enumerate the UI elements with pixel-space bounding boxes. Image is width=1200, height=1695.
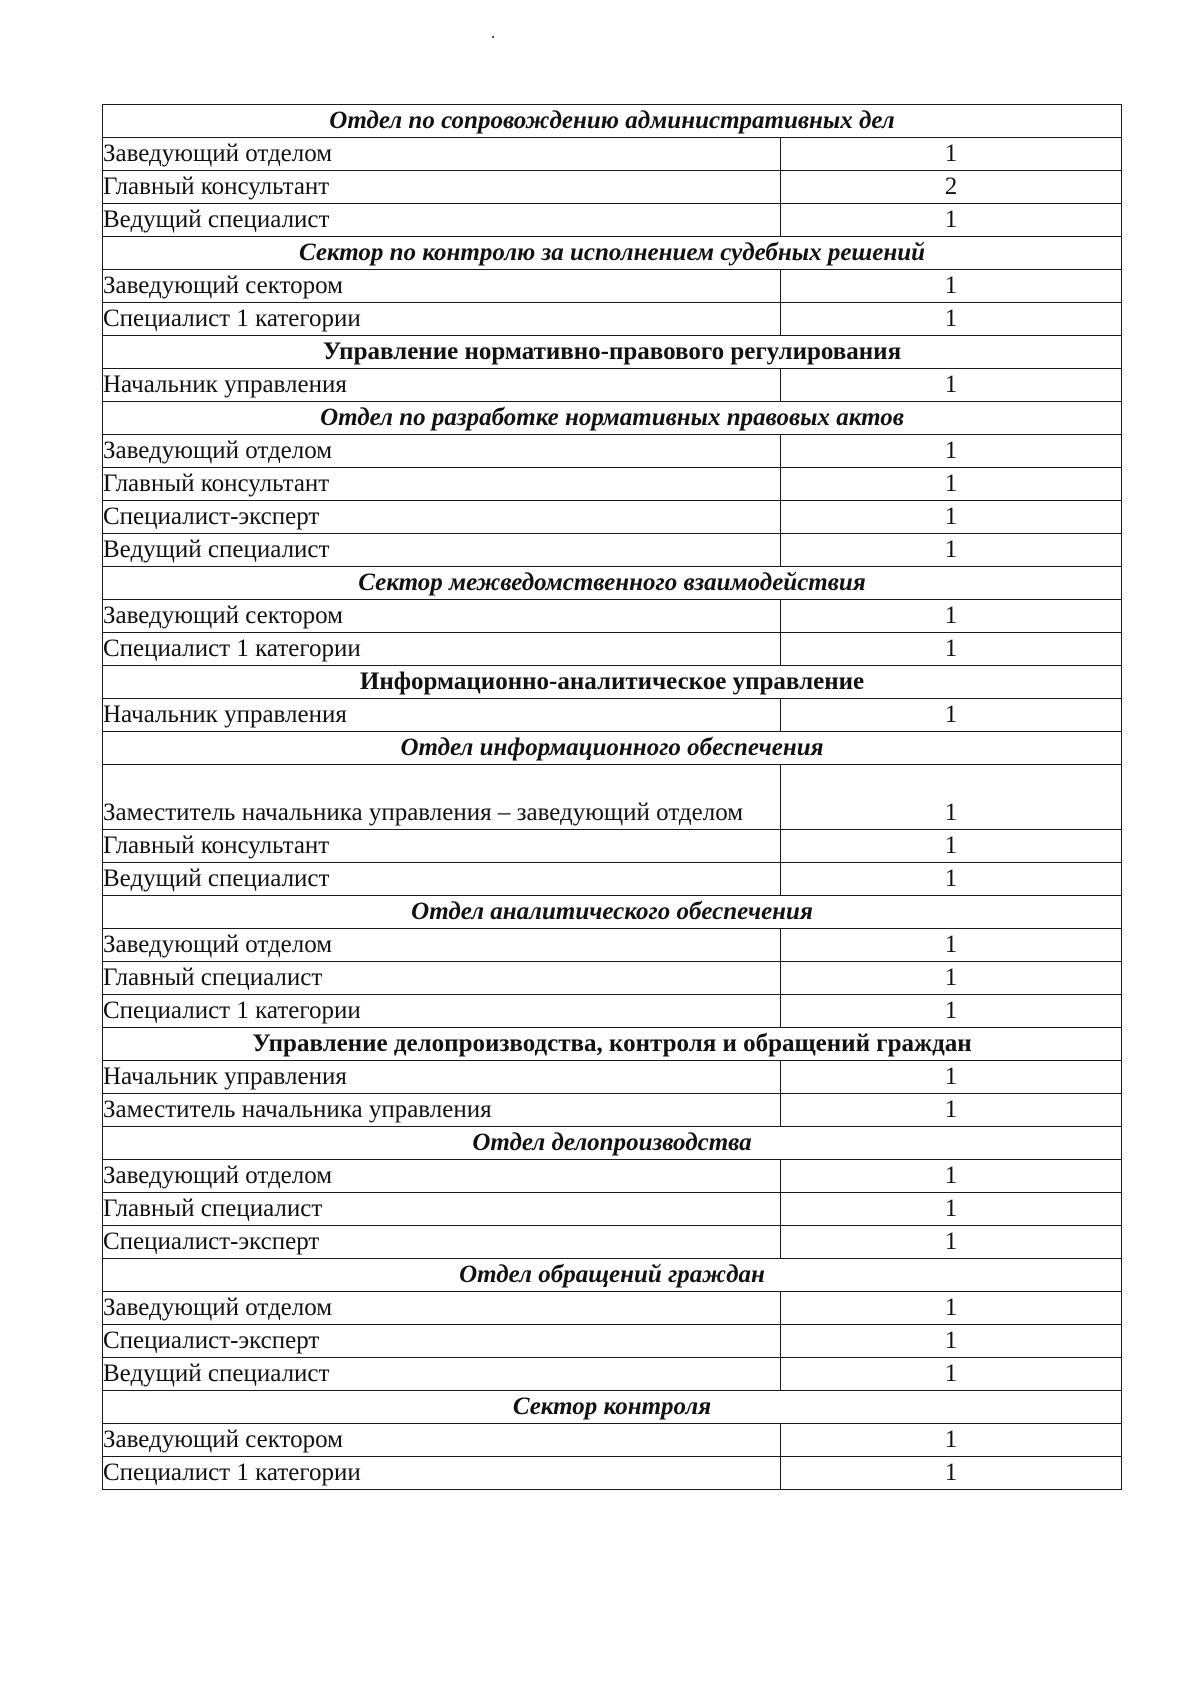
table-row [103, 204, 1122, 237]
table-row [103, 1325, 1122, 1358]
count-cell: 1 [781, 830, 1122, 863]
section-title: Сектор межведомственного взаимодействия [103, 567, 1122, 600]
position-cell: Заведующий отделом [103, 138, 781, 171]
table-row [103, 600, 1122, 633]
position-cell: Специалист 1 категории [103, 995, 781, 1028]
position-cell: Заместитель начальника управления – заведующий отделом [103, 765, 781, 830]
position-cell: Заведующий отделом [103, 1292, 781, 1325]
table-row [103, 633, 1122, 666]
count-cell: 1 [781, 699, 1122, 732]
section-title: Отдел информационного обеспечения [103, 732, 1122, 765]
count-cell: 1 [781, 1160, 1122, 1193]
position-cell: Ведущий специалист [103, 863, 781, 896]
count-cell: 1 [781, 1193, 1122, 1226]
position-cell: Начальник управления [103, 699, 781, 732]
count-cell: 1 [781, 501, 1122, 534]
section-header-row [103, 237, 1122, 270]
position-cell: Специалист-эксперт [103, 1325, 781, 1358]
position-cell: Главный консультант [103, 830, 781, 863]
position-cell: Главный консультант [103, 468, 781, 501]
section-header-row [103, 1259, 1122, 1292]
section-title: Отдел обращений граждан [103, 1259, 1122, 1292]
table-row [103, 863, 1122, 896]
position-cell: Заведующий сектором [103, 1424, 781, 1457]
section-title: Сектор контроля [103, 1391, 1122, 1424]
count-cell: 1 [781, 1325, 1122, 1358]
position-cell: Специалист-эксперт [103, 501, 781, 534]
section-header-row [103, 402, 1122, 435]
section-title: Управление делопроизводства, контроля и обращений граждан [103, 1028, 1122, 1061]
count-cell: 1 [781, 995, 1122, 1028]
position-cell: Заведующий сектором [103, 270, 781, 303]
position-cell: Заведующий отделом [103, 1160, 781, 1193]
count-cell: 1 [781, 929, 1122, 962]
count-cell: 1 [781, 1061, 1122, 1094]
table-row [103, 534, 1122, 567]
section-title: Отдел по сопровождению административных дел [103, 105, 1122, 138]
position-cell: Специалист-эксперт [103, 1226, 781, 1259]
position-cell: Специалист 1 категории [103, 1457, 781, 1490]
position-cell: Заведующий сектором [103, 600, 781, 633]
section-title: Сектор по контролю за исполнением судебных решений [103, 237, 1122, 270]
table-row [103, 929, 1122, 962]
table-row [103, 962, 1122, 995]
count-cell: 1 [781, 303, 1122, 336]
table-row [103, 1457, 1122, 1490]
section-header-row [103, 896, 1122, 929]
count-cell: 1 [781, 962, 1122, 995]
table-row [103, 1094, 1122, 1127]
count-cell: 1 [781, 270, 1122, 303]
section-header-row [103, 567, 1122, 600]
count-cell: 1 [781, 633, 1122, 666]
count-cell: 2 [781, 171, 1122, 204]
position-cell: Заместитель начальника управления [103, 1094, 781, 1127]
count-cell: 1 [781, 1358, 1122, 1391]
table-row [103, 171, 1122, 204]
count-cell: 1 [781, 534, 1122, 567]
section-header-row [103, 666, 1122, 699]
count-cell: 1 [781, 1292, 1122, 1325]
position-cell: Ведущий специалист [103, 204, 781, 237]
position-cell: Специалист 1 категории [103, 303, 781, 336]
table-row [103, 1358, 1122, 1391]
section-title: Отдел аналитического обеспечения [103, 896, 1122, 929]
position-cell: Ведущий специалист [103, 534, 781, 567]
section-title: Информационно-аналитическое управление [103, 666, 1122, 699]
section-header-row [103, 1391, 1122, 1424]
table-row [103, 765, 1122, 830]
position-cell: Ведущий специалист [103, 1358, 781, 1391]
table-row [103, 435, 1122, 468]
position-cell: Заведующий отделом [103, 929, 781, 962]
position-cell: Заведующий отделом [103, 435, 781, 468]
count-cell: 1 [781, 765, 1122, 830]
section-header-row [103, 336, 1122, 369]
section-title: Отдел по разработке нормативных правовых актов [103, 402, 1122, 435]
table-row [103, 1160, 1122, 1193]
position-cell: Главный специалист [103, 962, 781, 995]
scan-speck [492, 36, 494, 38]
table-row [103, 1193, 1122, 1226]
count-cell: 1 [781, 204, 1122, 237]
table-row [103, 995, 1122, 1028]
section-header-row [103, 732, 1122, 765]
position-cell: Начальник управления [103, 369, 781, 402]
section-header-row [103, 1127, 1122, 1160]
table-row [103, 1424, 1122, 1457]
count-cell: 1 [781, 468, 1122, 501]
count-cell: 1 [781, 1094, 1122, 1127]
table-row [103, 1226, 1122, 1259]
count-cell: 1 [781, 138, 1122, 171]
count-cell: 1 [781, 1424, 1122, 1457]
table-row [103, 270, 1122, 303]
section-title: Отдел делопроизводства [103, 1127, 1122, 1160]
count-cell: 1 [781, 1457, 1122, 1490]
count-cell: 1 [781, 369, 1122, 402]
staff-table-body [103, 105, 1122, 1490]
count-cell: 1 [781, 435, 1122, 468]
count-cell: 1 [781, 863, 1122, 896]
table-row [103, 830, 1122, 863]
count-cell: 1 [781, 600, 1122, 633]
position-cell: Специалист 1 категории [103, 633, 781, 666]
table-row [103, 699, 1122, 732]
staff-table [102, 104, 1122, 1490]
table-row [103, 468, 1122, 501]
table-row [103, 138, 1122, 171]
table-row [103, 1061, 1122, 1094]
position-cell: Главный специалист [103, 1193, 781, 1226]
table-row [103, 1292, 1122, 1325]
table-row [103, 369, 1122, 402]
section-title: Управление нормативно-правового регулирования [103, 336, 1122, 369]
count-cell: 1 [781, 1226, 1122, 1259]
table-row [103, 303, 1122, 336]
section-header-row [103, 105, 1122, 138]
table-row [103, 501, 1122, 534]
position-cell: Главный консультант [103, 171, 781, 204]
section-header-row [103, 1028, 1122, 1061]
position-cell: Начальник управления [103, 1061, 781, 1094]
